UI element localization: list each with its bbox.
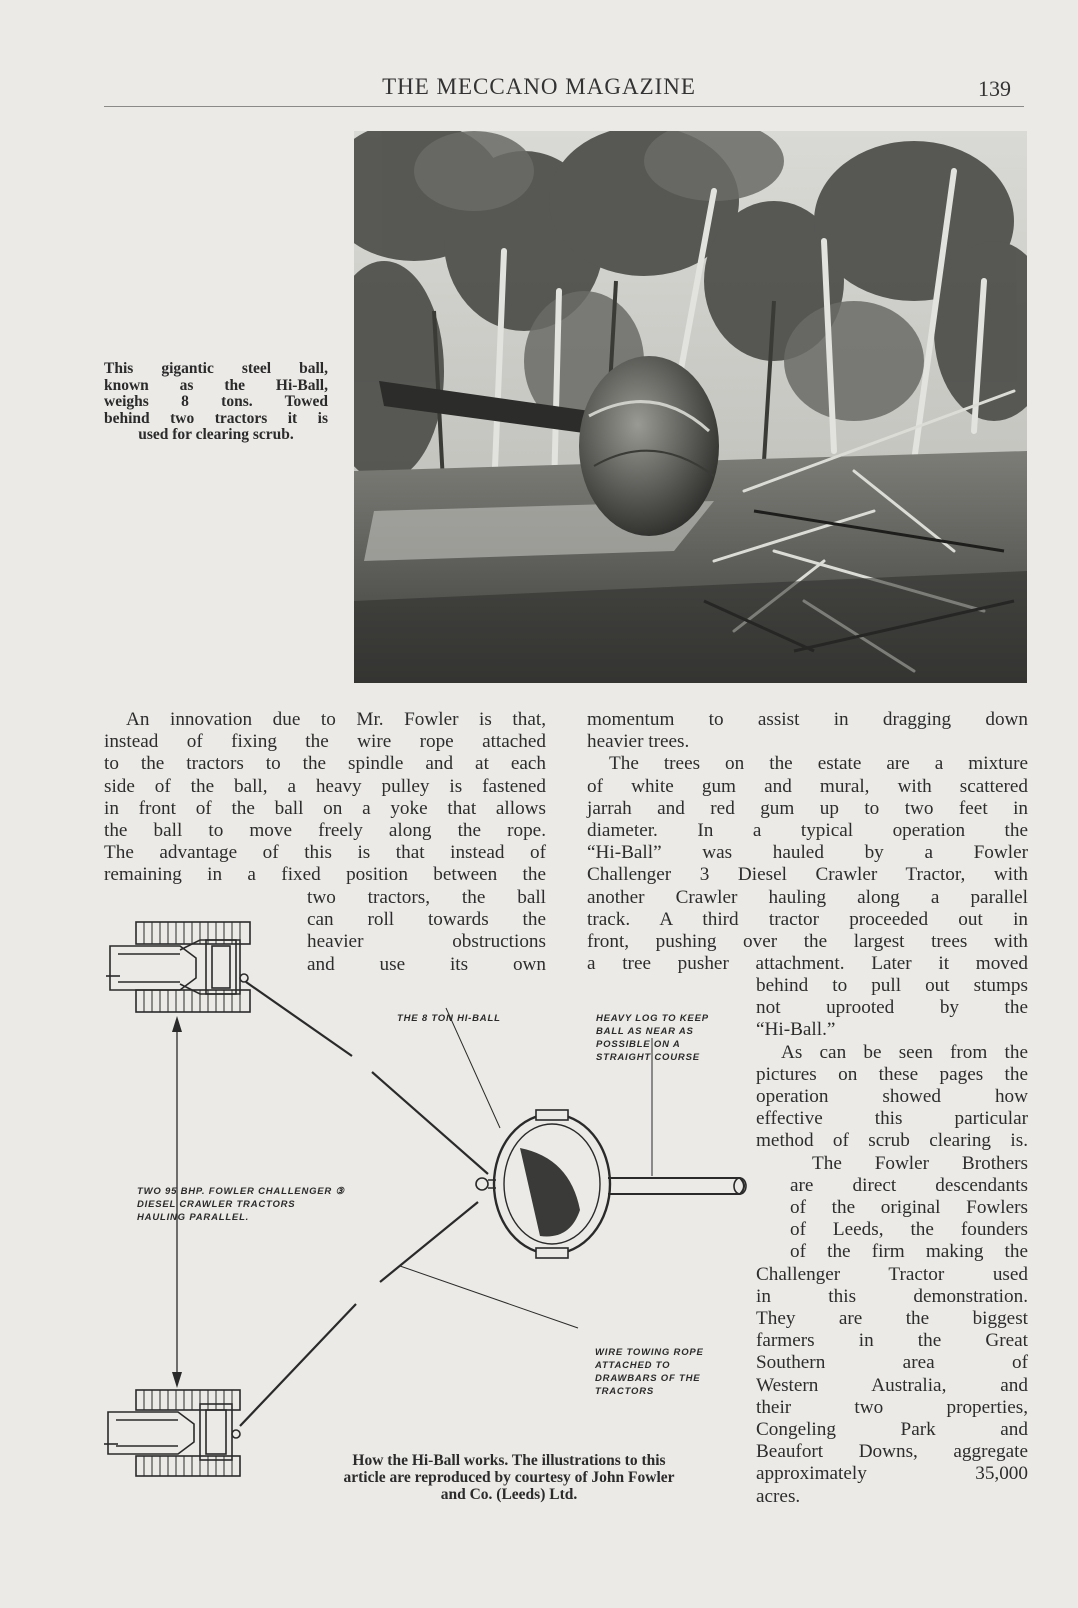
article-line: the ball to move freely along the rope. bbox=[104, 820, 546, 842]
article-line: method of scrub clearing is. bbox=[756, 1130, 1028, 1152]
article-line: Congeling Park and bbox=[756, 1419, 1028, 1441]
diagram-label-line: TRACTORS bbox=[595, 1386, 655, 1397]
diagram-label-tractors bbox=[137, 1185, 345, 1224]
article-line: to the tractors to the spindle and at each bbox=[104, 753, 546, 775]
article-line: operation showed how bbox=[756, 1086, 1028, 1108]
article-line: The Fowler Brothers bbox=[812, 1152, 1028, 1174]
article-column-1 bbox=[104, 709, 546, 887]
article-line: jarrah and red gum up to two feet in bbox=[587, 797, 1028, 819]
page-number: 139 bbox=[978, 76, 1011, 101]
article-line: As can be seen from the bbox=[781, 1041, 1028, 1063]
article-line: They are the biggest bbox=[756, 1308, 1028, 1330]
article-line: remaining in a fixed position between the bbox=[104, 864, 546, 886]
photo-caption-line: behind two tractors it is bbox=[104, 409, 328, 427]
article-line: An innovation due to Mr. Fowler is that, bbox=[126, 709, 546, 730]
article-line: not uprooted by the bbox=[756, 997, 1028, 1019]
diagram-label-line: DIESEL CRAWLER TRACTORS bbox=[137, 1199, 296, 1210]
diagram-caption-line: article are reproduced by courtesy of John Fowler bbox=[343, 1469, 675, 1486]
article-line: “Hi-Ball” was hauled by a Fowler bbox=[587, 842, 1028, 864]
diagram-label-line: TWO 95 BHP. FOWLER CHALLENGER ③ bbox=[137, 1186, 345, 1197]
article-line: Challenger Tractor used bbox=[756, 1263, 1028, 1285]
running-header-title: THE MECCANO MAGAZINE bbox=[382, 74, 696, 99]
article-line: farmers in the Great bbox=[756, 1330, 1028, 1352]
article-line: two tractors, the ball bbox=[307, 887, 546, 908]
photo-caption-line: This gigantic steel ball, bbox=[104, 360, 328, 377]
diagram-label-line: DRAWBARS OF THE bbox=[595, 1373, 701, 1384]
article-line: behind to pull out stumps bbox=[756, 975, 1028, 996]
article-column-2-narrow bbox=[756, 975, 1028, 1508]
article-line: momentum to assist in dragging down bbox=[587, 709, 1028, 730]
top-tractor-drawing bbox=[106, 922, 250, 1012]
diagram-label-rope bbox=[595, 1346, 704, 1398]
scrub-scene-illustration bbox=[354, 131, 1027, 683]
article-line: side of the ball, a heavy pulley is fastened bbox=[104, 775, 546, 797]
header-rule bbox=[104, 106, 1024, 107]
article-line: Western Australia, and bbox=[756, 1374, 1028, 1396]
diagram-caption-line: and Co. (Leeds) Ltd. bbox=[440, 1486, 578, 1503]
photo-caption-line: used for clearing scrub. bbox=[138, 426, 294, 443]
article-line: heavier trees. bbox=[587, 731, 690, 753]
article-line: effective this particular bbox=[756, 1108, 1028, 1130]
article-line: acres. bbox=[756, 1485, 801, 1507]
article-line: can roll towards the bbox=[307, 909, 546, 931]
article-line: heavier obstructions bbox=[307, 931, 546, 953]
article-line: a tree pusher attachment. Later it moved bbox=[587, 953, 1028, 975]
article-line: of Leeds, the founders bbox=[790, 1219, 1028, 1241]
article-line: track. A third tractor proceeded out in bbox=[587, 908, 1028, 930]
photo-caption-line: known as the Hi-Ball, bbox=[104, 376, 328, 394]
article-line: The advantage of this is that instead of bbox=[104, 842, 546, 864]
article-line: “Hi-Ball.” bbox=[756, 1019, 836, 1041]
article-line: in front of the ball on a yoke that allows bbox=[104, 797, 546, 819]
photo-caption bbox=[104, 361, 328, 444]
diagram-label-line: HEAVY LOG TO KEEP bbox=[596, 1013, 709, 1024]
diagram-label-log bbox=[596, 1012, 709, 1064]
article-line: their two properties, bbox=[756, 1396, 1028, 1418]
article-line: of the firm making the bbox=[790, 1241, 1028, 1263]
article-line: of white gum and mural, with scattered bbox=[587, 775, 1028, 797]
article-line: and use its own bbox=[307, 953, 546, 975]
article-line: instead of fixing the wire rope attached bbox=[104, 731, 546, 753]
article-line: of the original Fowlers bbox=[790, 1197, 1028, 1219]
article-line: The trees on the estate are a mixture bbox=[609, 753, 1028, 775]
diagram-caption-line: How the Hi-Ball works. The illustrations to this bbox=[352, 1452, 666, 1469]
diagram-label-line: POSSIBLE ON A bbox=[596, 1039, 681, 1050]
article-line: another Crawler hauling along a parallel bbox=[587, 886, 1028, 908]
article-line: in this demonstration. bbox=[756, 1285, 1028, 1307]
diagram-label-line: HAULING PARALLEL. bbox=[137, 1212, 250, 1223]
diagram-label-line: WIRE TOWING ROPE bbox=[595, 1347, 704, 1358]
article-line: Challenger 3 Diesel Crawler Tractor, with bbox=[587, 864, 1028, 886]
hi-ball-photograph bbox=[354, 131, 1027, 683]
photo-caption-line: weighs 8 tons. Towed bbox=[104, 393, 328, 410]
bottom-tractor-drawing bbox=[104, 1390, 240, 1476]
hi-ball-drawing bbox=[476, 1110, 610, 1258]
article-line: Beaufort Downs, aggregate bbox=[756, 1441, 1028, 1463]
article-line: Southern area of bbox=[756, 1352, 1028, 1374]
article-line: are direct descendants bbox=[790, 1174, 1028, 1196]
article-line: front, pushing over the largest trees with bbox=[587, 931, 1028, 953]
article-line: approximately 35,000 bbox=[756, 1463, 1028, 1485]
diagram-label-line: ATTACHED TO bbox=[595, 1360, 671, 1371]
diagram-label-line: BALL AS NEAR AS bbox=[596, 1026, 694, 1037]
diagram-label-ball: THE 8 TON HI-BALL bbox=[397, 1013, 501, 1024]
article-line: pictures on these pages the bbox=[756, 1063, 1028, 1085]
diagram-caption bbox=[300, 1452, 718, 1503]
diagram-label-line: STRAIGHT COURSE bbox=[596, 1052, 700, 1063]
article-line: diameter. In a typical operation the bbox=[587, 820, 1028, 842]
